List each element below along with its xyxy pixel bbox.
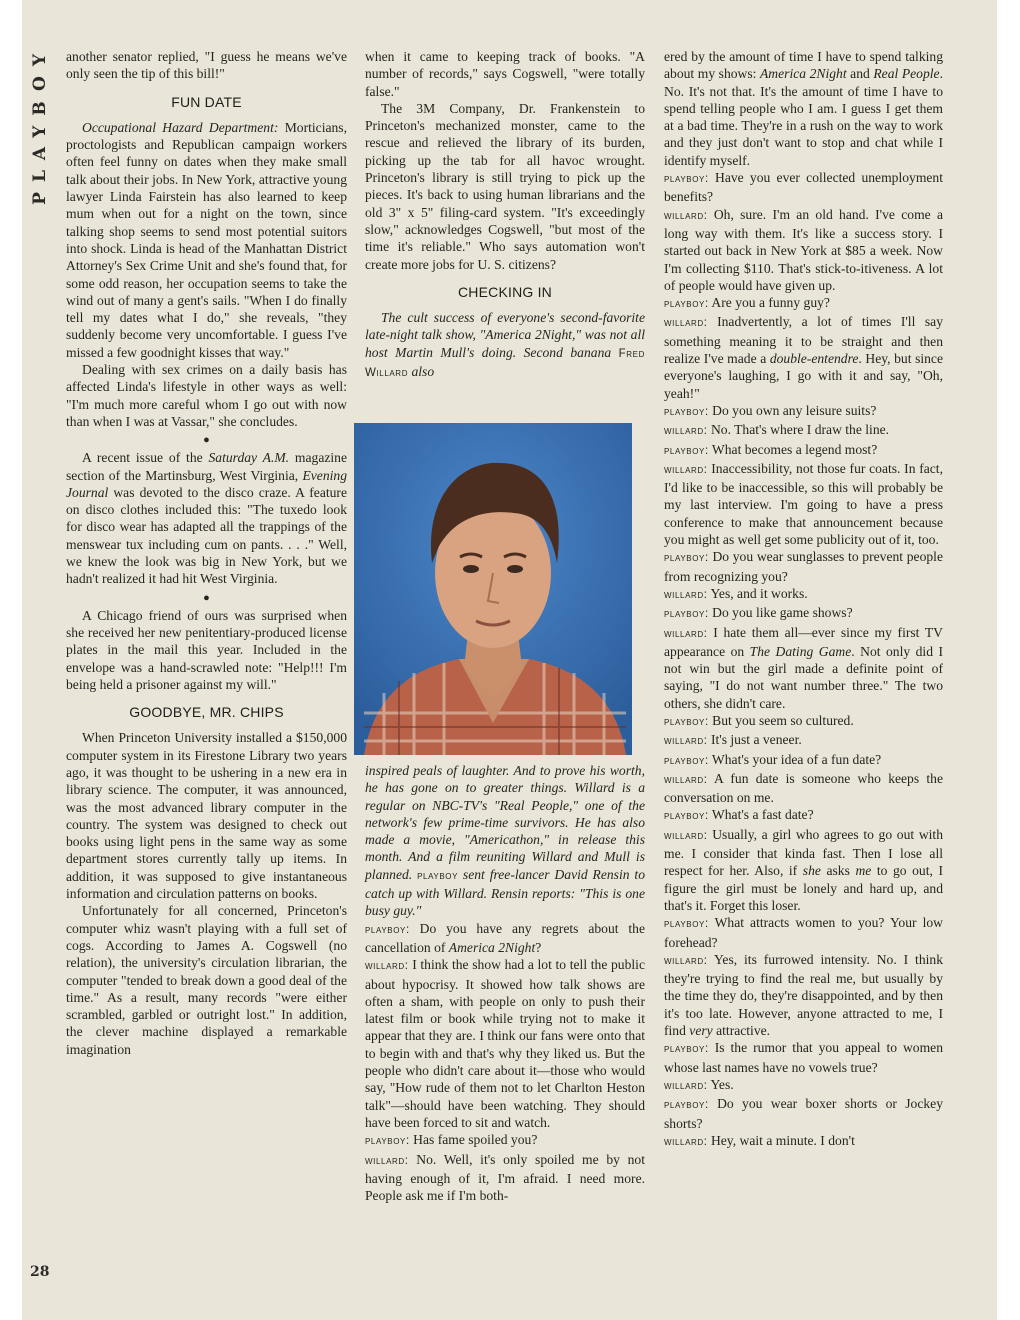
paragraph-dealing: Dealing with sex crimes on a daily basis has affected Linda's lifestyle in other ways as well: "I'm much more careful whom I go out with now than when I was at Vassar," she concludes. — [66, 362, 347, 429]
paragraph-3m: The 3M Company, Dr. Frankenstein to Princeton's mechanized monster, came to the rescue and relieved the library of its burden, picking up the tab for all havoc wrought. Princeton's library is still trying to pick up the pieces. It's back to using human librarians and the old 3" x 5" filing-card system. "It's exceedingly slow," acknowledges Cogswell, "but most of the time it's reliable." Who says automation won't create more jobs for U. S. citizens? — [365, 100, 645, 272]
interview-answer: willard: I think the show had a lot to tell the public about hypocrisy. It showed how talk shows are often a sham, with people on only to push their latest film or book while trying not to make it appear that they are. I think our fans were onto that to begin with and that's why they liked us. But the people who didn't care about it—those who would say, "How rude of them not to let Charlton Heston talk"—should have been watching. They should have been forced to sit and watch. — [365, 957, 645, 1130]
interview-answer: willard: Inadvertently, a lot of times I'll say something meaning it to be straight and then realize I've made a double-entendre. Hey, but since everyone's laughing, I go with it and say, "Oh, yeah!" — [664, 314, 943, 401]
interview-answer: willard: No. Well, it's only spoiled me by not having enough of it, I'm afraid. I need more. People ask me if I'm both- — [365, 1151, 645, 1204]
interview-answer: willard: Inaccessibility, not those fur coats. In fact, I'd like to be inaccessible, so this will probably be my last interview. I'm going to have a press conference to make that announcement because you might as well get some publicity out of it, too. — [664, 460, 943, 548]
page-number: 28 — [30, 1264, 50, 1280]
interview-answer: willard: Yes, its furrowed intensity. No. I think they're trying to find the real me, but usually by the time they do, they're disappointed, and by then it's too late. However, anyone attracted to me, I find very attractive. — [664, 951, 943, 1039]
paragraph-princeton: When Princeton University installed a $150,000 computer system in its Firestone Library two years ago, it was thought to be ushering in a new era in library science. The computer, it was announced, was the most advanced library computer in the country. The system was designed to check out books using light pens in the same way as some department stores currently tally up items. In addition, it was supposed to give instantaneous information and circulation patterns on books. — [66, 730, 347, 902]
interview-answer: willard: Usually, a girl who agrees to go out with me. I consider that kinda fast. Then I lose all respect for her. Also, if she asks me to go out, I figure the girl must be lonely and hard up, and that's it. Forget this loser. — [664, 826, 943, 913]
paragraph-continuation: ered by the amount of time I have to spend talking about my shows: America 2Night and Real People. No. It's not that. It's the amount of time I have to spend telling people who I am. I guess I get them at a bad time. They're in a rush on the way to work and they just don't want to stop and chat while I identify myself. — [664, 49, 943, 168]
heading-checking-in: CHECKING IN — [458, 283, 552, 300]
masthead: PLAYBOY — [30, 44, 50, 205]
interview-answer: willard: A fun date is someone who keeps the conversation on me. — [664, 770, 943, 806]
interview-answer: willard: Yes, and it works. — [664, 585, 808, 601]
interview-question: playboy: Is the rumor that you appeal to women whose last names have no vowels true? — [664, 1040, 943, 1075]
bullet-divider: ● — [203, 434, 210, 447]
interview-question: playboy: Do you wear boxer shorts or Jockey shorts? — [664, 1096, 943, 1131]
paragraph-intro: The cult success of everyone's second-favorite late-night talk show, "America 2Night," was not all host Martin Mull's doing. Second banana Fred Willard also — [365, 310, 645, 380]
paragraph-opening: another senator replied, "I guess he means we've only seen the tip of this bill!" — [66, 49, 347, 82]
interview-answer: willard: It's just a veneer. — [664, 732, 802, 748]
paragraph-chicago: A Chicago friend of ours was surprised when she received her new penitentiary-produced license plates in the mail this year. Included in the envelope was a hand-scrawled note: "Help!!! I'm being held a prisoner against my will." — [66, 607, 347, 692]
heading-fun-date: FUN DATE — [171, 93, 242, 110]
paragraph-unfortunately: Unfortunately for all concerned, Princeton's computer whiz wasn't playing with a full set of cogs. According to James A. Cogswell (no relation), the university's circulation librarian, the computer "tended to break down a good deal of the time." As a result, many records "were either scrambled, garbled or outright lost." In addition, the clever machine displayed a remarkable imagination — [66, 903, 347, 1057]
interview-question: playboy: But you seem so cultured. — [664, 712, 854, 728]
interview-question: playboy: Are you a funny guy? — [664, 295, 830, 311]
paragraph-fun-date: Occupational Hazard Department: Morticians, proctologists and Republican campaign workers often feel funny on dates when they make small talk about their jobs. In New York, attractive young lawyer Linda Fairstein has also learned to keep mum when out for a night on the town, since talking shop seems to send most potential suitors into shock. Linda is head of the Manhattan District Attorney's Sex Crime Unit and she's found that, for some odd reason, her occupation seems to take the wind out of many a gent's sails. "When I do finally tell my dates what I do," she reveals, "they suddenly become very uncomfortable. I guess I've missed a few goodnight kisses that way." — [66, 119, 347, 360]
heading-goodbye-mr-chips: GOODBYE, MR. CHIPS — [129, 704, 284, 721]
interview-answer: willard: I hate them all—ever since my first TV appearance on The Dating Game. Not only did I not win but the girl made a definite point of saying, "I do not want number three." The two others, she didn't care. — [664, 624, 944, 711]
column-2-bottom — [365, 762, 645, 1204]
interview-question: playboy: Do you have any regrets about the cancellation of America 2Night? — [365, 920, 645, 955]
paragraph-books: when it came to keeping track of books. "A number of records," says Cogswell, "were totally false." — [365, 49, 645, 99]
paragraph-caption-intro: inspired peals of laughter. And to prove his worth, he has gone on to greater things. Willard is a regular on NBC-TV's "Real People," one of the network's few prime-time survivors. He has also made a movie, "Americathon," in release this month. And a film reuniting Willard and Mull is planned. playboy sent free-lancer David Rensin to catch up with Willard. Rensin reports: "This is one busy guy." — [365, 763, 645, 919]
interview-question: playboy: What's a fast date? — [664, 807, 814, 823]
department-lead: Occupational Hazard Department: — [82, 119, 279, 135]
bullet-divider: ● — [203, 591, 210, 604]
portrait-illustration — [354, 423, 632, 755]
paragraph-disco: A recent issue of the Saturday A.M. magazine section of the Martinsburg, West Virginia, Evening Journal was devoted to the disco craze. A feature on disco clothes included this: "The tuxedo look for disco wear has adapted all the trappings of the menswear tux including cum on pants. . . ." Well, we knew the look was big in New York, but we hadn't realized it had hit West Virginia. — [66, 450, 347, 587]
magazine-page — [22, 0, 997, 1320]
column-2-top — [365, 48, 645, 382]
interview-question: playboy: Do you own any leisure suits? — [664, 402, 877, 418]
column-3 — [664, 48, 943, 1151]
interview-question: playboy: Do you like game shows? — [664, 605, 853, 621]
interview-question: playboy: What becomes a legend most? — [664, 441, 878, 457]
interview-answer: willard: Oh, sure. I'm an old hand. I've come a long way with them. It's like a success story. I started out back in New York at $85 a week. Now I'm collecting $110. That's stick-to-itiveness. A lot of people would have given up. — [664, 206, 943, 293]
interview-answer: willard: Hey, wait a minute. I don't — [664, 1132, 855, 1148]
portrait-photo — [354, 423, 632, 755]
interview-answer: willard: Yes. — [664, 1076, 734, 1092]
column-1 — [66, 48, 347, 1058]
interview-answer: willard: No. That's where I draw the line. — [664, 422, 890, 438]
interview-question: playboy: Have you ever collected unemployment benefits? — [664, 170, 943, 205]
interview-question: playboy: What attracts women to you? Your low forehead? — [664, 915, 943, 950]
interview-question: playboy: What's your idea of a fun date? — [664, 751, 882, 767]
interview-question: playboy: Has fame spoiled you? — [365, 1132, 538, 1148]
interview-question: playboy: Do you wear sunglasses to prevent people from recognizing you? — [664, 549, 943, 584]
